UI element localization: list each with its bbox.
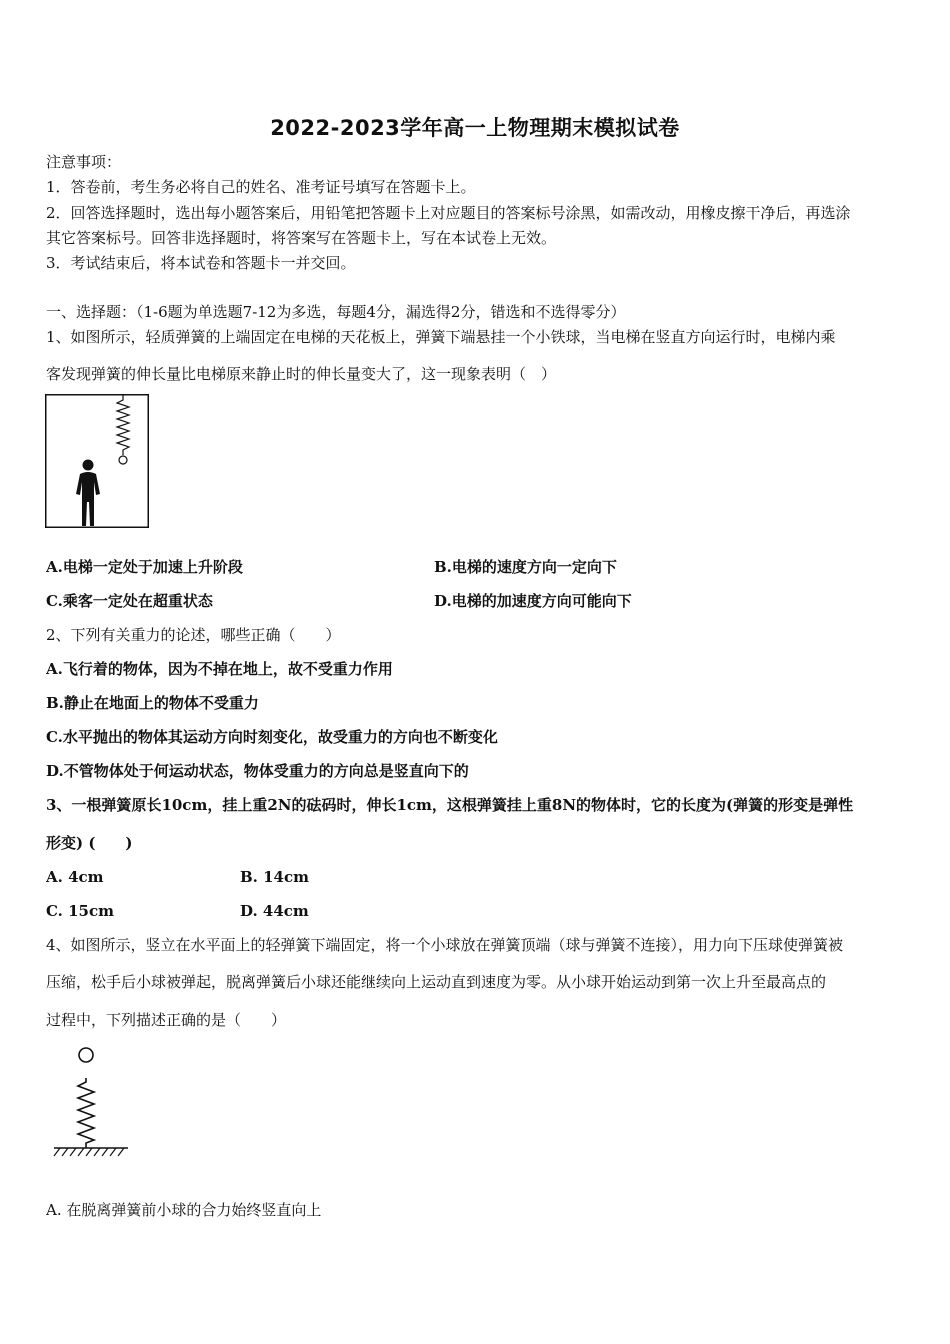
q3-option-c: C. 15cm bbox=[46, 902, 114, 920]
q4-stem-line3: 过程中，下列描述正确的是（ ） bbox=[46, 1011, 287, 1029]
notice-heading: 注意事项： bbox=[46, 153, 122, 171]
q1-option-c: C.乘客一定处在超重状态 bbox=[46, 592, 213, 610]
elevator-figure bbox=[45, 394, 150, 528]
q1-option-b: B.电梯的速度方向一定向下 bbox=[434, 558, 617, 576]
notice-item-1: 1．答卷前，考生务必将自己的姓名、准考证号填写在答题卡上。 bbox=[46, 178, 476, 196]
ground-icon bbox=[54, 1148, 128, 1156]
q2-option-a: A.飞行着的物体，因为不掉在地上，故不受重力作用 bbox=[46, 660, 393, 678]
elevator-frame bbox=[46, 395, 149, 528]
q4-option-a: A. 在脱离弹簧前小球的合力始终竖直向上 bbox=[46, 1201, 322, 1219]
iron-ball-icon bbox=[119, 456, 127, 464]
spring-icon bbox=[117, 395, 129, 455]
section-heading: 一、选择题：（1-6题为单选题7-12为多选，每题4分，漏选得2分，错选和不选得零分） bbox=[46, 303, 626, 321]
q4-stem-line1: 4、如图所示，竖立在水平面上的轻弹簧下端固定，将一个小球放在弹簧顶端（球与弹簧不连接），用力向下压球使弹簧被 bbox=[46, 936, 844, 954]
q3-option-b: B. 14cm bbox=[240, 868, 310, 886]
q2-option-d: D.不管物体处于何运动状态，物体受重力的方向总是竖直向下的 bbox=[46, 762, 469, 780]
q1-stem-line2: 客发现弹簧的伸长量比电梯原来静止时的伸长量变大了，这一现象表明（ ） bbox=[46, 365, 557, 383]
q2-stem: 2、下列有关重力的论述，哪些正确（ ） bbox=[46, 626, 341, 644]
spring-ball-figure bbox=[50, 1042, 132, 1162]
passenger-icon bbox=[76, 460, 100, 527]
notice-item-3: 3．考试结束后，将本试卷和答题卡一并交回。 bbox=[46, 254, 356, 272]
ball-icon bbox=[79, 1048, 93, 1062]
q3-option-a: A. 4cm bbox=[46, 868, 104, 886]
q1-option-d: D.电梯的加速度方向可能向下 bbox=[434, 592, 632, 610]
notice-item-2: 2．回答选择题时，选出每小题答案后，用铅笔把答题卡上对应题目的答案标号涂黑，如需改动，用橡皮擦干净后，再选涂 bbox=[46, 204, 851, 222]
q1-option-a: A.电梯一定处于加速上升阶段 bbox=[46, 558, 243, 576]
q2-option-b: B.静止在地面上的物体不受重力 bbox=[46, 694, 259, 712]
page-title: 2022-2023学年高一上物理期末模拟试卷 bbox=[270, 116, 680, 140]
spring-icon bbox=[78, 1078, 94, 1148]
q4-stem-line2: 压缩，松手后小球被弹起，脱离弹簧后小球还能继续向上运动直到速度为零。从小球开始运动到第一次上升至最高点的 bbox=[46, 973, 827, 991]
q3-stem-line1: 3、一根弹簧原长10cm，挂上重2N的砝码时，伸长1cm，这根弹簧挂上重8N的物体时，它的长度为(弹簧的形变是弹性 bbox=[46, 796, 854, 814]
q3-stem-line2: 形变) ( ) bbox=[46, 834, 133, 852]
q3-option-d: D. 44cm bbox=[240, 902, 309, 920]
q1-stem-line1: 1、如图所示，轻质弹簧的上端固定在电梯的天花板上，弹簧下端悬挂一个小铁球，当电梯在竖直方向运行时，电梯内乘 bbox=[46, 328, 836, 346]
q2-option-c: C.水平抛出的物体其运动方向时刻变化，故受重力的方向也不断变化 bbox=[46, 728, 498, 746]
notice-item-2-cont: 其它答案标号。回答非选择题时，将答案写在答题卡上，写在本试卷上无效。 bbox=[46, 229, 557, 247]
